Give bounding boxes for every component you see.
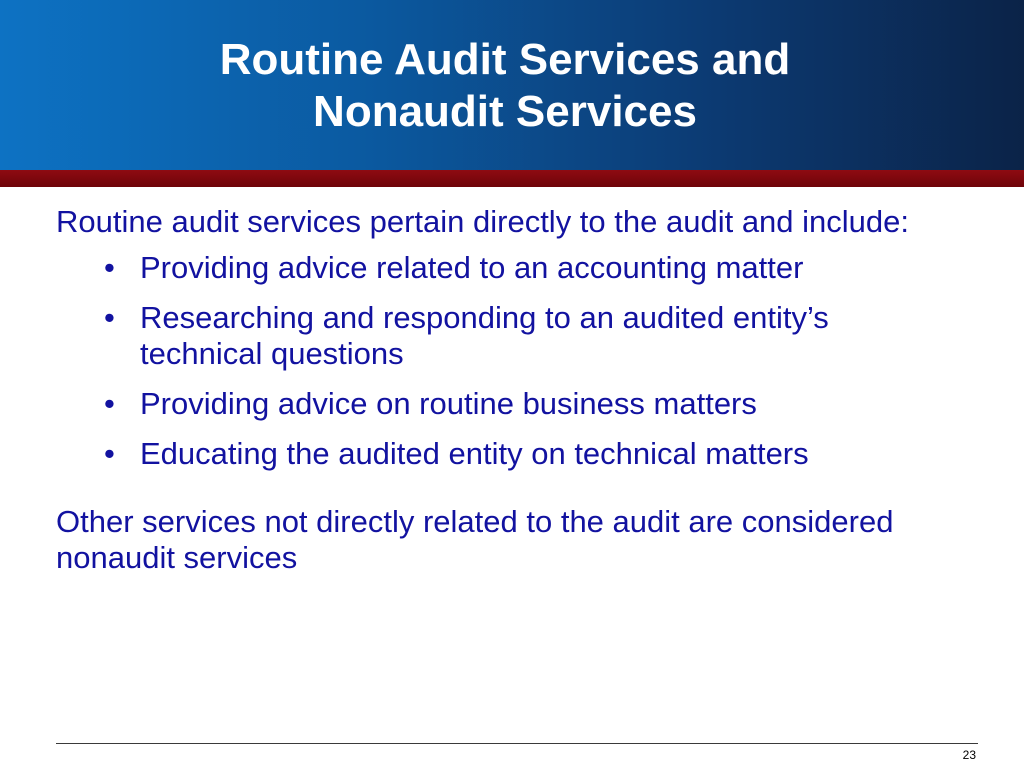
title-banner: [0, 0, 1024, 170]
slide-title-line-2: Nonaudit Services: [313, 87, 697, 136]
intro-paragraph: Routine audit services pertain directly to the audit and include:: [56, 204, 909, 239]
header-accent-rule: [0, 170, 1024, 187]
bullet-text: Providing advice on routine business matters: [140, 386, 757, 421]
slide-title-line-1: Routine Audit Services and: [219, 35, 791, 84]
bullet-icon: •: [104, 436, 115, 471]
bullet-text: Educating the audited entity on technical matters: [140, 436, 809, 471]
bullet-icon: •: [104, 300, 115, 335]
bullet-item: [56, 300, 956, 372]
footer-divider: [56, 743, 978, 744]
page-number: 23: [962, 748, 976, 762]
bullet-icon: •: [104, 386, 115, 421]
bullet-item: [56, 386, 956, 422]
bullet-list: [56, 250, 956, 472]
bullet-item: [56, 436, 956, 472]
slide-body: [56, 204, 956, 576]
bullet-text: Providing advice related to an accounting matter: [140, 250, 804, 285]
bullet-item: [56, 250, 956, 286]
slide-title: [0, 34, 1010, 138]
closing-paragraph: Other services not directly related to the audit are considered nonaudit services: [56, 504, 894, 575]
bullet-icon: •: [104, 250, 115, 285]
bullet-text: Researching and responding to an audited entity’s technical questions: [140, 300, 829, 371]
